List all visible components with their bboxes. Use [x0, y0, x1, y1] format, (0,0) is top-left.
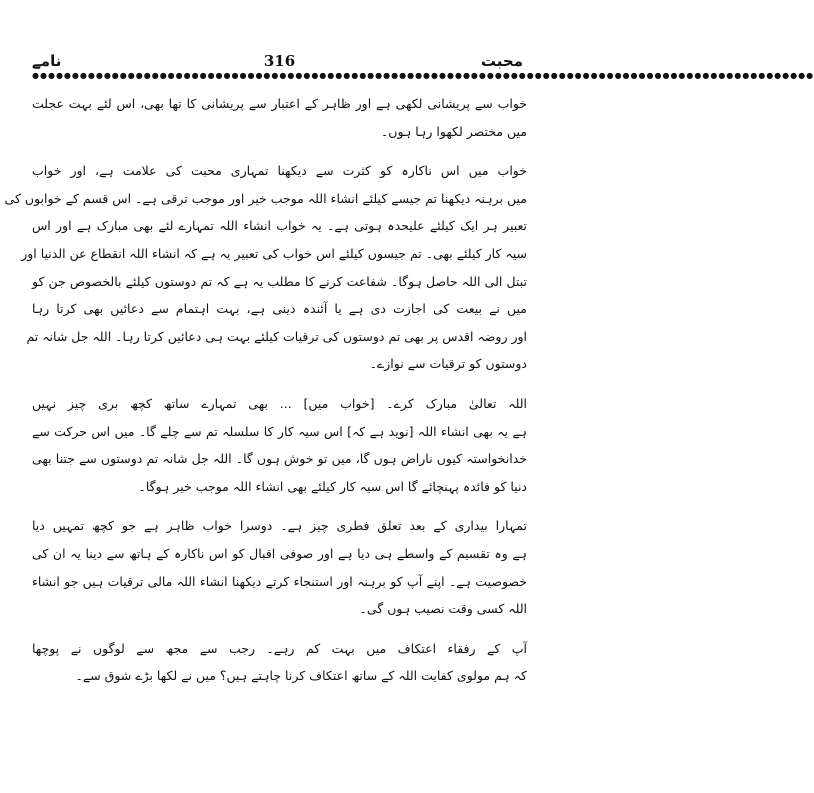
text-line: تبتل الی اللہ حاصل ہوگا۔ شفاعت کرنے کا مطلب یہ ہے کہ تم دوستوں کیلئے بالخصوص جن کو [32, 273, 527, 289]
text-line: تمہارا بیداری کے بعد تعلق فطری چیز ہے۔ دوسرا خواب ظاہر ہے جو کچھ تمہیں دیا [32, 518, 527, 534]
paragraph-4 [32, 512, 527, 622]
running-title-right: محبت [480, 52, 523, 70]
text-line: کہ ہم مولوی کفایت اللہ کے ساتھ اعتکاف کرنا چاہتے ہیں؟ میں نے لکھا بڑے شوق سے۔ [75, 668, 527, 684]
page-body [4, 90, 527, 702]
text-line: اللہ کسی وقت نصیب ہوں گی۔ [359, 601, 527, 617]
text-line: آپ کے رفقاء اعتکاف میں بہت کم رہے۔ رجب سے مجھ سے لوگوں نے پوچھا [32, 640, 527, 656]
text-line: میں برہنہ دیکھنا تم جیسے کیلئے انشاء اللہ موجب خیر اور موجب ترقی ہے۔ اس قسم کے خوابوں کی [4, 190, 527, 206]
paragraph-5 [32, 635, 527, 690]
text-line: دوستوں کو ترقیات سے نوازے۔ [369, 356, 527, 372]
paragraph-3 [32, 390, 527, 500]
text-line: خدانخواستہ کیوں ناراض ہوں گا، میں تو خوش ہوں گا۔ اللہ جل شانہ تم دوستوں سے جتنا بھی [32, 451, 527, 467]
text-line: میں مختصر لکھوا رہا ہوں۔ [380, 123, 527, 139]
text-line: سیہ کار کیلئے بھی۔ تم جیسوں کیلئے اس خواب کی تعبیر یہ ہے کہ انشاء اللہ انقطاع عن الدنیا اور [21, 245, 527, 261]
text-line: خواب میں اس ناکارہ کو کثرت سے دیکھنا تمہاری محبت کی علامت ہے، اور خواب [32, 163, 527, 179]
text-line: اور روضہ اقدس پر بھی تم دوستوں کی ترقیات کیلئے بہت ہی دعائیں کرتا رہا۔ اللہ جل شانہ تم [26, 328, 527, 344]
page-number: 316 [263, 52, 296, 70]
text-line: میں نے بیعت کی اجازت دی ہے یا آئندہ دینی ہے، بہت اہتمام سے دعائیں بھی کرتا رہا [32, 301, 527, 317]
paragraph-1 [32, 90, 527, 145]
running-title-left: نامے [32, 52, 62, 70]
text-line: ہے وہ تقسیم کے واسطے ہی دیا ہے اور صوفی اقبال کو اس ناکارہ کے ہاتھ سے دینا یہ ان کی [32, 545, 527, 561]
text-line: تعبیر ہر ایک کیلئے علیحدہ ہوتی ہے۔ یہ خواب انشاء اللہ تمہارے لئے بھی مبارک ہے اور اس [32, 218, 527, 234]
header-dotted-rule: ●●●●●●●●●●●●●●●●●●●●●●●●●●●●●●●●●●●●●●●●●●●●●●●●●●●●●●●●●●●●●●●●●●●●●●●●●●●●●●●●●●●●●●●●●●●●●●●●●● [32, 71, 814, 80]
paragraph-2 [4, 157, 527, 378]
text-line: دنیا کو فائدہ پہنچائے گا اس سیہ کار کیلئے بھی انشاء اللہ موجب خیر ہوگا۔ [138, 478, 527, 494]
text-line: خصوصیت ہے۔ اپنے آپ کو برہنہ اور استنجاء کرتے دیکھنا انشاء اللہ مالی ترقیات ہیں جو انشاء [32, 573, 527, 589]
text-line: ہے یہ بھی انشاء اللہ [نوید ہے کہ] اس سیہ کار کا سلسلہ تم سے چلے گا۔ میں اس حرکت سے [32, 423, 527, 439]
text-line: اللہ تعالیٰ مبارک کرے۔ [خواب میں] ... بھی تمہارے ساتھ کچھ بری چیز نہیں [32, 395, 527, 411]
text-line: خواب سے پریشانی لکھی ہے اور ظاہر کے اعتبار سے پریشانی کا تھا بھی، اس لئے بہت عجلت [32, 96, 527, 111]
